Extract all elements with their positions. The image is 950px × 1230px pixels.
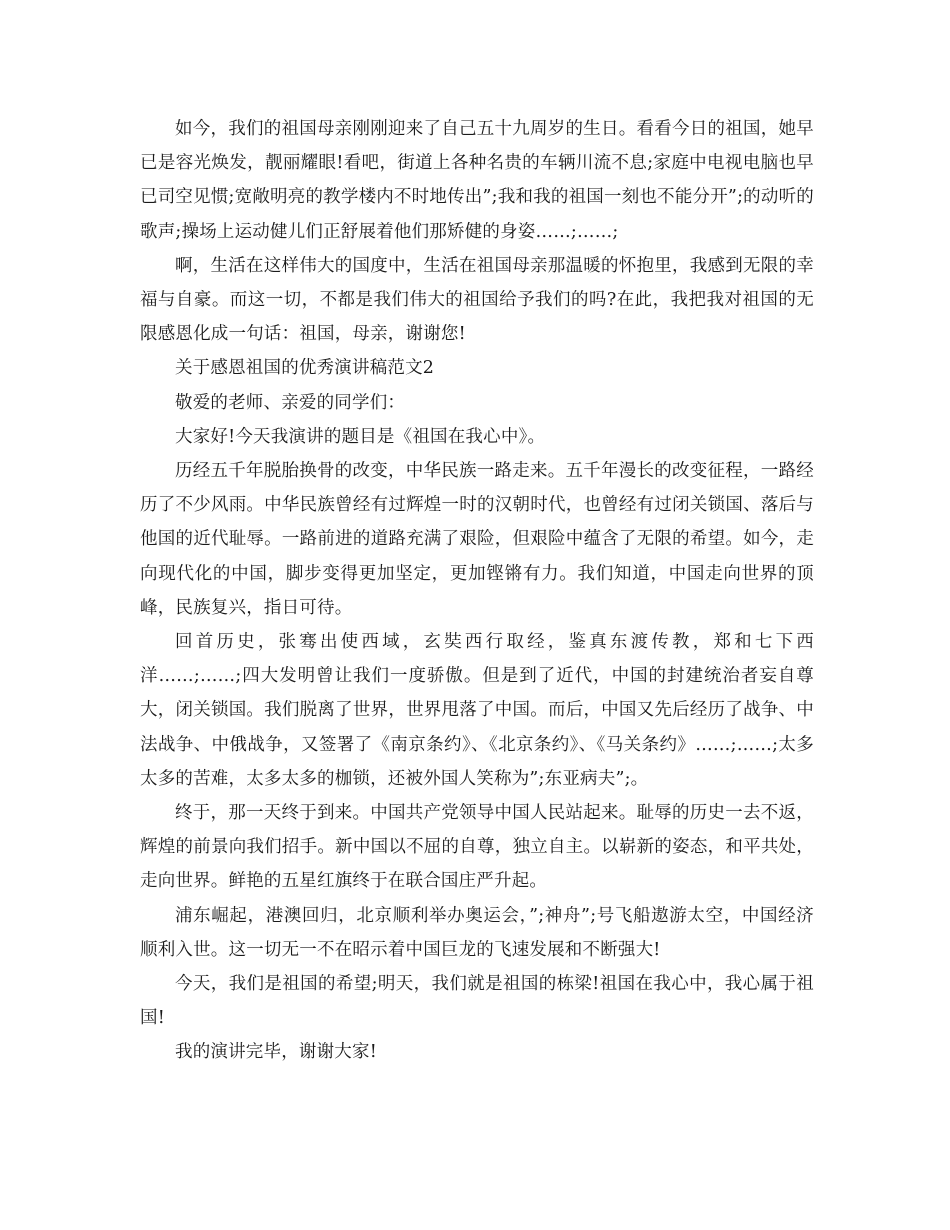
paragraph-today: 今天，我们是祖国的希望;明天，我们就是祖国的栋梁!祖国在我心中，我心属于祖国! bbox=[140, 974, 814, 1029]
paragraph-history: 历经五千年脱胎换骨的改变，中华民族一路走来。五千年漫长的改变征程，一路经历了不少风雨。中华民族曾经有过辉煌一时的汉朝时代，也曾经有过闭关锁国、落后与他国的近代耻辱。一路前进的道路充满了艰险，但艰险中蕴含了无限的希望。如今，走向现代化的中国，脚步变得更加坚定，更加铿锵有力。我们知道，中国走向世界的顶峰，民族复兴，指日可待。 bbox=[140, 461, 814, 618]
paragraph-new-china: 终于，那一天终于到来。中国共产党领导中国人民站起来。耻辱的历史一去不返，辉煌的前景向我们招手。新中国以不屈的自尊，独立自主。以崭新的姿态，和平共处，走向世界。鲜艳的五星红旗终于在联合国庄严升起。 bbox=[140, 803, 814, 892]
document-body bbox=[140, 112, 814, 1070]
paragraph-2: 啊，生活在这样伟大的国度中，生活在祖国母亲那温暖的怀抱里，我感到无限的幸福与自豪。而这一切，不都是我们伟大的祖国给予我们的吗?在此，我把我对祖国的无限感恩化成一句话：祖国，母亲，谢谢您! bbox=[140, 255, 814, 345]
speech-intro: 大家好!今天我演讲的题目是《祖国在我心中》。 bbox=[175, 426, 546, 447]
paragraph-review: 回首历史，张骞出使西域，玄奘西行取经，鉴真东渡传教，郑和七下西洋……;……;四大发明曾让我们一度骄傲。但是到了近代，中国的封建统治者妄自尊大，闭关锁国。我们脱离了世界，世界甩落了中国。而后，中国又先后经历了战争、中法战争、中俄战争，又签署了《南京条约》、《北京条约》、《马关条约》……;……;太多太多的苦难，太多太多的枷锁，还被外国人笑称为”;东亚病夫”;。 bbox=[140, 632, 814, 789]
section-title: 关于感恩祖国的优秀演讲稿范文2 bbox=[175, 358, 435, 379]
paragraph-1: 如今，我们的祖国母亲刚刚迎来了自己五十九周岁的生日。看看今日的祖国，她早已是容光焕发，靓丽耀眼!看吧，街道上各种名贵的车辆川流不息;家庭中电视电脑也早已司空见惯;宽敞明亮的教学楼内不时地传出”;我和我的祖国一刻也不能分开”;的动听的歌声;操场上运动健儿们正舒展着他们那矫健的身姿……;……; bbox=[140, 119, 814, 242]
salutation: 敬爱的老师、亲爱的同学们： bbox=[175, 392, 406, 413]
paragraph-achievements: 浦东崛起，港澳回归，北京顺利举办奥运会，”;神舟”;号飞船遨游太空，中国经济顺利入世。这一切无一不在昭示着中国巨龙的飞速发展和不断强大! bbox=[140, 905, 814, 960]
closing-line: 我的演讲完毕，谢谢大家! bbox=[175, 1042, 377, 1063]
